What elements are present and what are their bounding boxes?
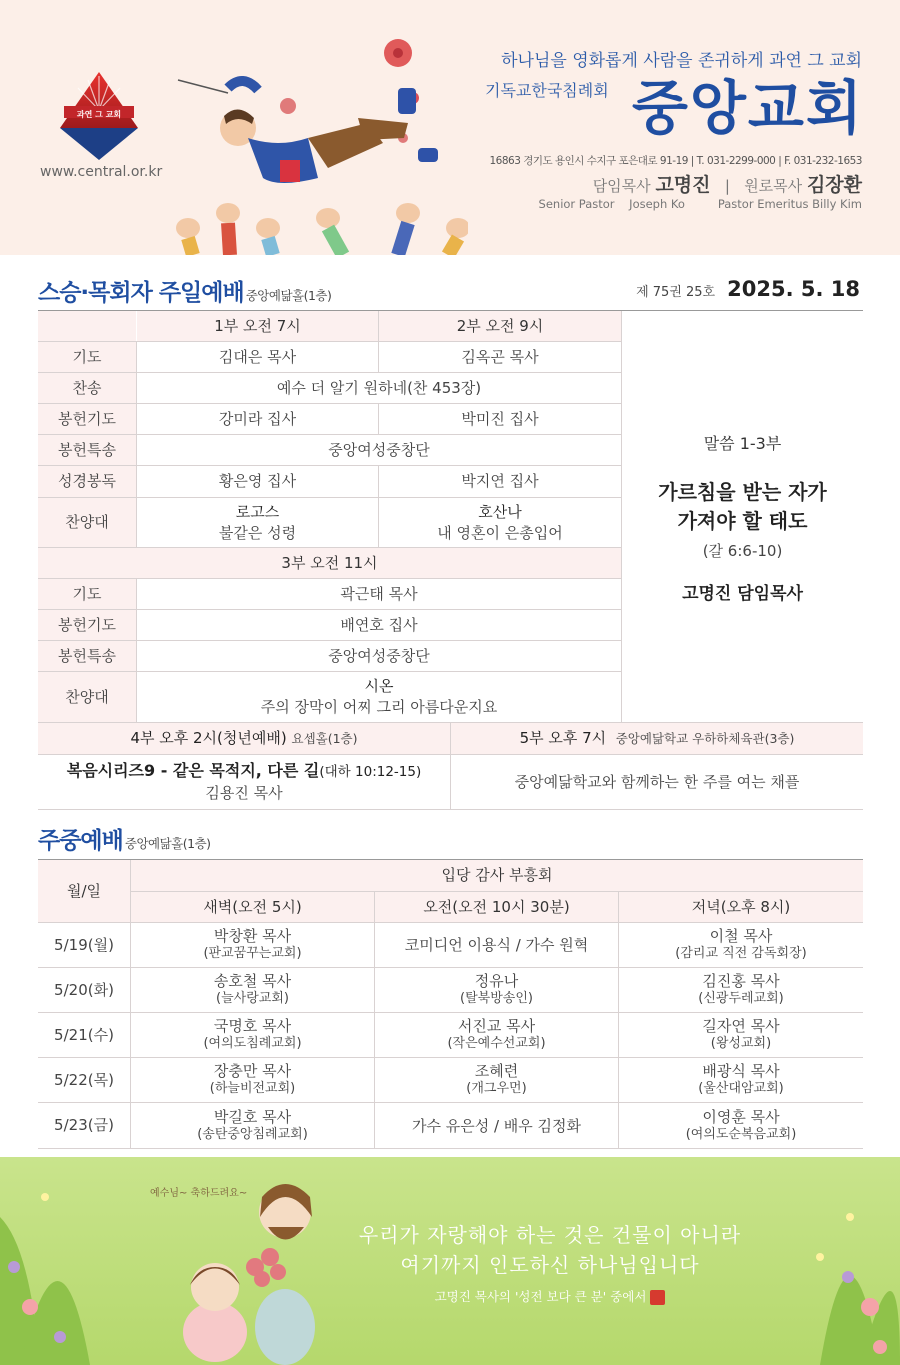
speaker-name: 박길호 목사 bbox=[213, 1107, 292, 1126]
choir-service-2 bbox=[379, 498, 621, 547]
sunday-service-heading bbox=[38, 274, 331, 307]
speaker-name: 정유나 bbox=[474, 972, 519, 990]
senior-pastor-en-name: Joseph Ko bbox=[629, 197, 685, 211]
choir-name: 로고스 bbox=[235, 502, 280, 521]
service-4-sermon-line bbox=[67, 760, 422, 783]
schedule-cell bbox=[375, 1013, 618, 1057]
speaker-name: 서진교 목사 bbox=[457, 1017, 536, 1035]
speaker-name: 길자연 목사 bbox=[702, 1017, 780, 1035]
sunday-service-location: 중앙예닮홀(1층) bbox=[245, 288, 332, 303]
service-4-sermon bbox=[38, 755, 450, 809]
speaker-name: 이영훈 목사 bbox=[702, 1107, 780, 1126]
offering-prayer-service-1: 강미라 집사 bbox=[218, 409, 297, 428]
speaker-affiliation: (여의도순복음교회) bbox=[685, 1126, 797, 1142]
emeritus-pastor-en: Pastor Emeritus Billy Kim bbox=[717, 197, 862, 211]
sermon-title-line-2: 가져야 할 태도 bbox=[677, 508, 808, 533]
row-label-offering-prayer: 봉헌기도 bbox=[38, 404, 136, 434]
prayer-service-3: 곽근태 목사 bbox=[340, 584, 418, 603]
row-label-offering-song: 봉헌특송 bbox=[38, 435, 136, 465]
service-4-header bbox=[38, 723, 450, 754]
speaker-affiliation: (왕성교회) bbox=[710, 1036, 772, 1051]
offering-prayer-service-2: 박미진 집사 bbox=[461, 409, 539, 428]
speaker-affiliation: (하늘비전교회) bbox=[209, 1081, 296, 1096]
header-banner bbox=[0, 0, 900, 255]
service-4-title: 4부 오후 2시(청년예배) bbox=[130, 729, 287, 747]
hymn-value: 예수 더 알기 원하네(찬 453장) bbox=[276, 378, 482, 397]
speaker-name: 코미디언 이용식 / 가수 원혁 bbox=[404, 936, 589, 954]
schedule-cell bbox=[619, 1013, 863, 1057]
choir-name: 시온 bbox=[364, 677, 394, 695]
choir-song: 내 영혼이 은총입어 bbox=[437, 523, 563, 542]
senior-pastor-title: 담임목사 bbox=[592, 177, 651, 195]
speaker-affiliation: (늘사랑교회) bbox=[216, 991, 289, 1006]
schedule-cell bbox=[131, 1058, 374, 1102]
schedule-cell bbox=[375, 1103, 618, 1148]
speaker-name: 박창환 목사 bbox=[213, 927, 292, 945]
row-label-scripture: 성경봉독 bbox=[38, 466, 136, 497]
schedule-cell bbox=[619, 968, 863, 1012]
choir-service-1 bbox=[137, 498, 378, 547]
sermon-label: 말씀 1-3부 bbox=[703, 433, 782, 453]
senior-pastor-name: 고명진 bbox=[655, 174, 711, 196]
date-cell: 5/19(월) bbox=[54, 935, 114, 954]
schedule-cell bbox=[619, 923, 863, 967]
scripture-service-1: 황은영 집사 bbox=[218, 472, 297, 490]
service-5-header bbox=[451, 723, 863, 754]
service-5-place: 중앙예닮학교 우하하체육관(3층) bbox=[615, 731, 795, 746]
service-3-header: 3부 오전 11시 bbox=[38, 548, 621, 578]
schedule-cell bbox=[619, 1103, 863, 1148]
speaker-name: 배광식 목사 bbox=[702, 1062, 780, 1080]
schedule-cell bbox=[375, 1058, 618, 1102]
church-logo[interactable] bbox=[58, 70, 140, 162]
name-separator: | bbox=[724, 177, 730, 195]
choir-song: 주의 장막이 어찌 그리 아름다운지요 bbox=[260, 698, 498, 716]
date-cell: 5/21(수) bbox=[54, 1025, 114, 1044]
speaker-name: 장충만 목사 bbox=[213, 1062, 292, 1080]
weekday-service-heading bbox=[38, 822, 211, 855]
speech-bubble: 예수님~ 축하드려요~ bbox=[150, 1188, 248, 1199]
quote-banner bbox=[0, 1157, 900, 1365]
schedule-cell bbox=[131, 923, 374, 967]
emeritus-pastor-name: 김장환 bbox=[806, 174, 862, 196]
scripture-service-2: 박지연 집사 bbox=[461, 472, 539, 490]
emeritus-pastor-title: 원로목사 bbox=[744, 177, 803, 195]
speaker-affiliation: (판교꿈꾸는교회) bbox=[203, 946, 302, 961]
service-5-desc: 중앙예닮학교와 함께하는 한 주를 여는 채플 bbox=[514, 772, 800, 791]
evening-header: 저녁(오후 8시) bbox=[619, 892, 863, 922]
dawn-header: 새벽(오전 5시) bbox=[131, 892, 374, 922]
service-4-sermon-title: 복음시리즈9 - 같은 목적지, 다른 길 bbox=[66, 761, 320, 780]
morning-header: 오전(오전 10시 30분) bbox=[375, 892, 618, 922]
bulletin-date: 2025. 5. 18 bbox=[727, 277, 860, 301]
speaker-affiliation: (울산대암교회) bbox=[698, 1081, 784, 1096]
quote-line-1: 우리가 자랑해야 하는 것은 건물이 아니라 bbox=[358, 1223, 742, 1247]
quote-source-text: 고명진 목사의 '성전 보다 큰 분' 중에서 bbox=[434, 1289, 647, 1304]
service-1-header: 1부 오전 7시 bbox=[137, 311, 378, 341]
row-label-choir: 찬양대 bbox=[38, 498, 136, 547]
date-cell: 5/23(금) bbox=[54, 1116, 114, 1134]
row-label-choir: 찬양대 bbox=[38, 672, 136, 722]
service-2-header: 2부 오전 9시 bbox=[379, 311, 621, 341]
schedule-cell bbox=[131, 968, 374, 1012]
quote-line-2: 여기까지 인도하신 하나님입니다 bbox=[400, 1253, 700, 1277]
row-label-prayer: 기도 bbox=[38, 579, 136, 609]
website-link[interactable]: www.central.or.kr bbox=[40, 164, 163, 180]
sermon-box bbox=[622, 312, 863, 722]
denomination: 기독교한국침례회 bbox=[485, 81, 609, 100]
schedule-cell bbox=[375, 923, 618, 967]
senior-pastor-en-title: Senior Pastor bbox=[538, 197, 615, 211]
row-label-offering-song: 봉헌특송 bbox=[38, 641, 136, 671]
church-motto: 하나님을 영화롭게 사람을 존귀하게 과연 그 교회 bbox=[501, 51, 862, 71]
row-label-hymn: 찬송 bbox=[38, 373, 136, 403]
church-address: 16863 경기도 용인시 수지구 포은대로 91-19 | T. 031-2299-000 | F. 031-232-1653 bbox=[489, 155, 862, 167]
choir-name: 호산나 bbox=[478, 502, 522, 521]
divider bbox=[38, 809, 863, 810]
service-5-title: 5부 오후 7시 bbox=[519, 729, 607, 747]
speaker-affiliation: (탈북방송인) bbox=[460, 991, 533, 1006]
quote-source bbox=[300, 1287, 800, 1305]
choir-song: 불같은 성령 bbox=[218, 523, 297, 542]
date-header: 월/일 bbox=[38, 860, 130, 922]
divider bbox=[38, 1148, 863, 1149]
sermon-preacher: 고명진 담임목사 bbox=[682, 583, 803, 604]
issue-info bbox=[636, 277, 860, 301]
speaker-name: 김진홍 목사 bbox=[702, 972, 780, 990]
schedule-cell bbox=[131, 1013, 374, 1057]
speaker-name: 송호철 목사 bbox=[213, 972, 292, 990]
sunday-service-title: 스승·목회자 주일예배 bbox=[38, 280, 244, 306]
seal-icon bbox=[650, 1290, 665, 1305]
revival-header: 입당 감사 부흥회 bbox=[131, 860, 863, 891]
row-label-offering-prayer: 봉헌기도 bbox=[38, 610, 136, 640]
speaker-affiliation: (개그우먼) bbox=[466, 1081, 527, 1096]
speaker-name: 가수 유은성 / 배우 김정화 bbox=[411, 1116, 582, 1135]
sermon-verse: (갈 6:6-10) bbox=[702, 541, 783, 560]
corner-cell bbox=[38, 311, 136, 341]
offering-song-service-3: 중앙여성중창단 bbox=[328, 646, 430, 665]
speaker-affiliation: (작은예수선교회) bbox=[447, 1036, 546, 1051]
logo-caption: 과연 그 교회 bbox=[76, 110, 122, 119]
sermon-title-line-1: 가르침을 받는 자가 bbox=[658, 479, 827, 504]
speaker-name: 국명호 목사 bbox=[213, 1017, 292, 1035]
date-cell: 5/22(목) bbox=[54, 1070, 114, 1089]
weekday-service-title: 주중예배 bbox=[38, 828, 123, 854]
issue-number: 제 75권 25호 bbox=[636, 285, 716, 300]
speaker-affiliation: (송탄중앙침례교회) bbox=[197, 1126, 308, 1142]
jumping-pastor-illustration bbox=[168, 28, 468, 255]
prayer-service-1: 김대은 목사 bbox=[218, 347, 297, 366]
weekday-service-location: 중앙예닮홀(1층) bbox=[124, 836, 211, 851]
speaker-affiliation: (감리교 직전 감독회장) bbox=[675, 946, 807, 961]
offering-song-value: 중앙여성중창단 bbox=[328, 440, 430, 459]
choir-service-3 bbox=[137, 672, 621, 722]
offering-prayer-service-3: 배연호 집사 bbox=[340, 615, 418, 634]
pastor-names-en bbox=[539, 197, 862, 211]
row-label-prayer: 기도 bbox=[38, 342, 136, 372]
schedule-cell bbox=[131, 1103, 374, 1148]
prayer-service-2: 김옥곤 목사 bbox=[461, 347, 539, 366]
speaker-name: 조혜련 bbox=[474, 1062, 519, 1080]
speaker-affiliation: (여의도침례교회) bbox=[203, 1036, 302, 1051]
schedule-cell bbox=[619, 1058, 863, 1102]
date-cell: 5/20(화) bbox=[54, 980, 114, 999]
service-4-place: 요셉홀(1층) bbox=[291, 731, 358, 746]
speaker-name: 이철 목사 bbox=[709, 927, 773, 945]
schedule-cell bbox=[375, 968, 618, 1012]
service-4-sermon-verse: (대하 10:12-15) bbox=[319, 764, 422, 780]
service-4-preacher: 김용진 목사 bbox=[205, 784, 283, 802]
pastor-names bbox=[593, 170, 862, 197]
church-name: 중앙교회 bbox=[631, 74, 864, 142]
speaker-affiliation: (신광두레교회) bbox=[698, 991, 784, 1006]
